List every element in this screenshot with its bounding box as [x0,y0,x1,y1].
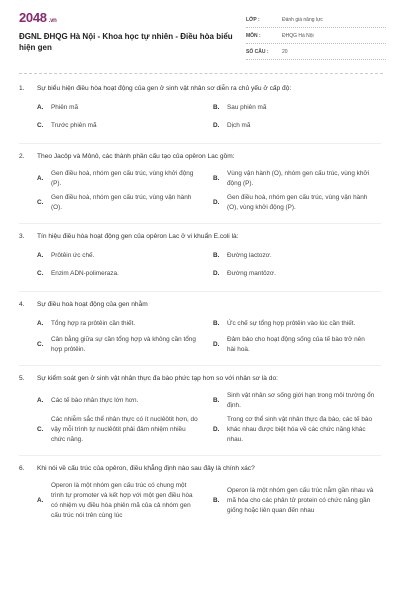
option-letter: B. [213,497,220,504]
answer-option[interactable] [37,119,205,133]
answer-option[interactable] [213,391,381,411]
question-stem [19,374,381,384]
answer-option[interactable] [213,481,381,521]
document-title: ĐGNL ĐHQG Hà Nội - Khoa học tự nhiên - Điều hòa biểu hiện gen [19,32,233,52]
answer-option[interactable] [37,415,205,445]
option-text: Prôtêin ức chế. [51,252,95,259]
option-text: Cân bằng giữa sự cần tổng hợp và không cần tổng hợp prôtêin. [51,336,196,353]
option-letter: D. [213,341,220,348]
document-meta [246,13,386,61]
option-text: Các nhiễm sắc thể nhân thực có ít nuclêôtit hơn, do vậy mỗi trình tự nuclêôtit phải đảm nhiệm nhiều chức năng. [51,416,198,443]
option-text: Tổng hợp ra prôtêin cần thiết. [51,320,136,327]
answer-option[interactable] [213,267,381,281]
answer-option[interactable] [37,169,205,189]
question-1 [0,84,400,137]
option-letter: B. [213,175,220,182]
question-text: Khi nói về cấu trúc của opêron, điều khẳng định nào sau đây là chính xác? [37,465,255,472]
answer-option[interactable] [213,101,381,115]
answer-option[interactable] [37,249,205,263]
page-header [0,0,400,68]
option-text: Các tế bào nhân thực lớn hơn. [51,397,139,404]
option-text: Trong cơ thể sinh vật nhân thực đa bào, các tế bào khác nhau được biệt hóa về các chức năng khác nhau. [227,416,373,443]
question-4 [0,300,400,359]
option-letter: D. [213,270,220,277]
question-stem [19,152,381,162]
answer-options [37,169,381,217]
option-letter: C. [37,426,44,433]
logo-main: 2048 [19,10,47,25]
option-text: Gen điều hoà, nhóm gen cấu trúc, vùng vận hành (O), vùng khởi động (P). [227,194,368,211]
option-letter: A. [37,252,44,259]
question-number: 6. [19,465,25,472]
answer-option[interactable] [37,335,205,355]
question-6 [0,464,400,525]
answer-options [37,317,381,359]
meta-key: LỚP : [246,17,260,23]
option-text: Ức chế sự tổng hợp prôtêin vào lúc cần thiết. [227,320,356,327]
question-number: 1. [19,85,25,92]
question-text: Sự điều hoà hoạt động của gen nhằm [37,301,148,308]
question-number: 5. [19,375,25,382]
answer-option[interactable] [37,481,205,521]
option-letter: C. [37,122,44,129]
logo-suffix: .vn [48,18,57,24]
answer-option[interactable] [37,193,205,213]
question-text: Sự kiểm soát gen ở sinh vật nhân thực đa bào phức tạp hơn so với nhân sơ là do: [37,375,278,382]
option-text: Gen điều hoà, nhóm gen cấu trúc, vùng khởi động (P). [51,170,194,187]
answer-options [37,249,381,285]
option-letter: A. [37,175,44,182]
option-letter: B. [213,104,220,111]
answer-option[interactable] [213,169,381,189]
meta-key: MÔN : [246,33,261,39]
question-stem [19,232,381,242]
option-text: Dịch mã [227,122,251,129]
question-number: 4. [19,301,25,308]
question-number: 3. [19,233,25,240]
option-letter: C. [37,270,44,277]
option-text: Sau phiên mã [227,104,267,111]
question-5 [0,374,400,449]
option-letter: C. [37,341,44,348]
option-text: Vùng vận hành (O), nhóm gen cấu trúc, vùng khởi động (P). [227,170,370,187]
answer-option[interactable] [37,317,205,331]
answer-option[interactable] [213,193,381,213]
option-text: Sinh vật nhân sơ sống giới hạn trong môi trường ổn định. [227,392,375,409]
answer-options [37,481,381,525]
option-letter: A. [37,320,44,327]
option-text: Phiên mã [51,104,78,111]
question-text: Theo Jacôp và Mônô, các thành phần cấu tạo của opêron Lac gồm: [37,153,235,160]
question-3 [0,232,400,285]
meta-value: Đánh giá năng lực [282,17,323,23]
question-separator [19,223,381,224]
site-logo[interactable] [19,10,57,25]
option-text: Đường lactozơ. [227,252,272,259]
question-2 [0,152,400,217]
option-letter: B. [213,320,220,327]
answer-option[interactable] [213,415,381,445]
option-letter: C. [37,199,44,206]
option-letter: B. [213,252,220,259]
question-stem [19,300,381,310]
option-text: Đường mantôzơ. [227,270,276,277]
option-text: Trước phiên mã [51,122,97,129]
option-text: Operon là một nhóm gen cấu trúc có chung một trình tự promoter và kết hợp với một gen điều hòa có nhiệm vụ điều hòa phiên mã của cả nhóm gen cấu trúc nói trên cùng lúc [51,482,193,519]
answer-option[interactable] [37,101,205,115]
option-letter: A. [37,497,44,504]
question-stem [19,464,381,474]
meta-row-count [246,45,386,60]
option-text: Đảm bảo cho hoạt động sống của tế bào trở nên hài hoà. [227,336,365,353]
option-letter: B. [213,397,220,404]
question-separator [19,143,381,144]
question-list [0,84,400,525]
option-letter: D. [213,426,220,433]
option-text: Gen điều hoà, nhóm gen cấu trúc, vùng vận hành (O). [51,194,192,211]
answer-option[interactable] [37,391,205,411]
answer-option[interactable] [213,119,381,133]
answer-option[interactable] [37,267,205,281]
header-divider [19,73,383,74]
answer-option[interactable] [213,317,381,331]
answer-options [37,101,381,137]
meta-row-subject [246,29,386,44]
meta-key: SỐ CÂU : [246,49,269,55]
question-stem [19,84,381,94]
question-separator [19,291,381,292]
question-number: 2. [19,153,25,160]
question-text: Sự biểu hiện điều hòa hoạt động của gen ở sinh vật nhân sơ diễn ra chủ yếu ở cấp độ: [37,85,292,92]
option-text: Operon là một nhóm gen cấu trúc nằm gần nhau và mã hóa cho các phân tử protein có chức năng gần giống hoặc liên quan đến nhau [227,487,374,514]
answer-option[interactable] [213,249,381,263]
answer-option[interactable] [213,335,381,355]
answer-options [37,391,381,449]
meta-value: ĐHQG Hà Nội [282,33,314,39]
question-separator [19,455,381,456]
option-letter: D. [213,199,220,206]
option-letter: A. [37,397,44,404]
meta-value: 20 [282,49,288,55]
option-text: Enzim ADN-polimeraza. [51,270,119,277]
option-letter: A. [37,104,44,111]
option-letter: D. [213,122,220,129]
meta-row-class [246,13,386,28]
question-separator [19,365,381,366]
question-text: Tín hiệu điều hòa hoạt động gen của opêron Lac ở vi khuẩn E.coli là: [37,233,239,240]
